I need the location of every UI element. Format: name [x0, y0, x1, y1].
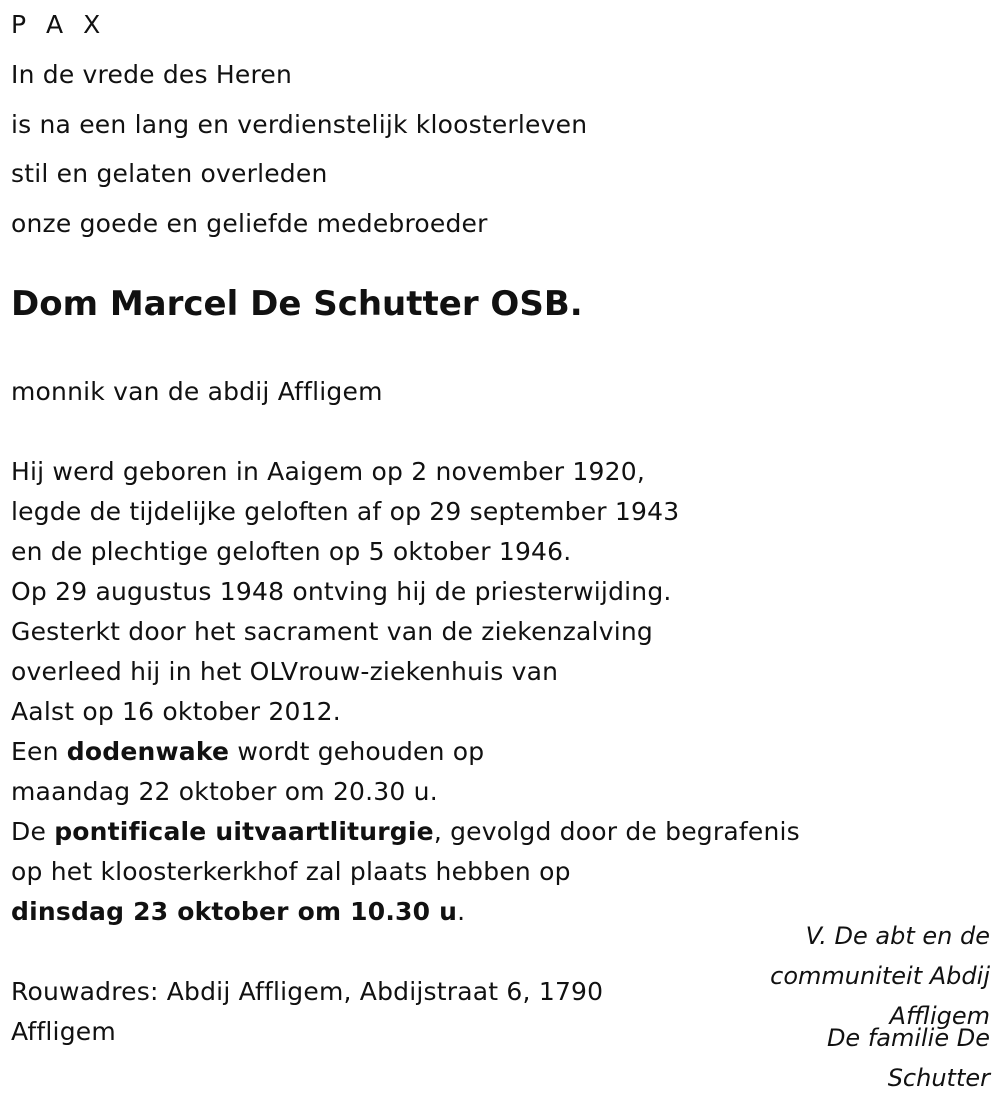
wake-line	[11, 737, 484, 767]
liturgy-term: pontificale uitvaartliturgie	[54, 817, 434, 846]
intro-line: stil en gelaten overleden	[11, 159, 328, 188]
deceased-name: Dom Marcel De Schutter OSB.	[11, 284, 583, 324]
pax-heading: P A X	[11, 10, 107, 39]
signatory-line: communiteit Abdij	[770, 962, 990, 990]
liturgy-line	[11, 817, 800, 847]
wake-term: dodenwake	[66, 737, 230, 766]
signatory-line: Schutter	[887, 1064, 990, 1092]
body-line: legde de tijdelijke geloften af op 29 september 1943	[11, 497, 680, 526]
body-line: Aalst op 16 oktober 2012.	[11, 697, 341, 726]
signatory-line: V. De abt en de	[805, 922, 990, 950]
liturgy-date-end: .	[457, 897, 466, 926]
liturgy-suffix: , gevolgd door de begrafenis	[433, 817, 800, 846]
body-line: Op 29 augustus 1948 ontving hij de priesterwijding.	[11, 577, 672, 606]
liturgy-place: op het kloosterkerkhof zal plaats hebben op	[11, 857, 571, 886]
address-line: Rouwadres: Abdij Affligem, Abdijstraat 6, 1790	[11, 977, 604, 1006]
liturgy-prefix: De	[11, 817, 55, 846]
intro-line: onze goede en geliefde medebroeder	[11, 209, 488, 238]
signatory-line: De familie De	[826, 1024, 990, 1052]
liturgy-date: dinsdag 23 oktober om 10.30 u	[11, 897, 458, 926]
body-line: en de plechtige geloften op 5 oktober 1946.	[11, 537, 572, 566]
wake-suffix: wordt gehouden op	[229, 737, 485, 766]
body-line: Hij werd geboren in Aaigem op 2 november 1920,	[11, 457, 645, 486]
signatory-line: Affligem	[889, 1002, 990, 1030]
signatory-family	[740, 1018, 990, 1098]
liturgy-date-line	[11, 897, 465, 927]
wake-prefix: Een	[11, 737, 67, 766]
deceased-role: monnik van de abdij Affligem	[11, 377, 383, 406]
intro-line: is na een lang en verdienstelijk kloosterleven	[11, 110, 588, 139]
intro-line: In de vrede des Heren	[11, 60, 293, 89]
body-line: overleed hij in het OLVrouw-ziekenhuis van	[11, 657, 559, 686]
wake-date: maandag 22 oktober om 20.30 u.	[11, 777, 438, 806]
body-line: Gesterkt door het sacrament van de ziekenzalving	[11, 617, 653, 646]
address-line: Affligem	[11, 1017, 116, 1046]
